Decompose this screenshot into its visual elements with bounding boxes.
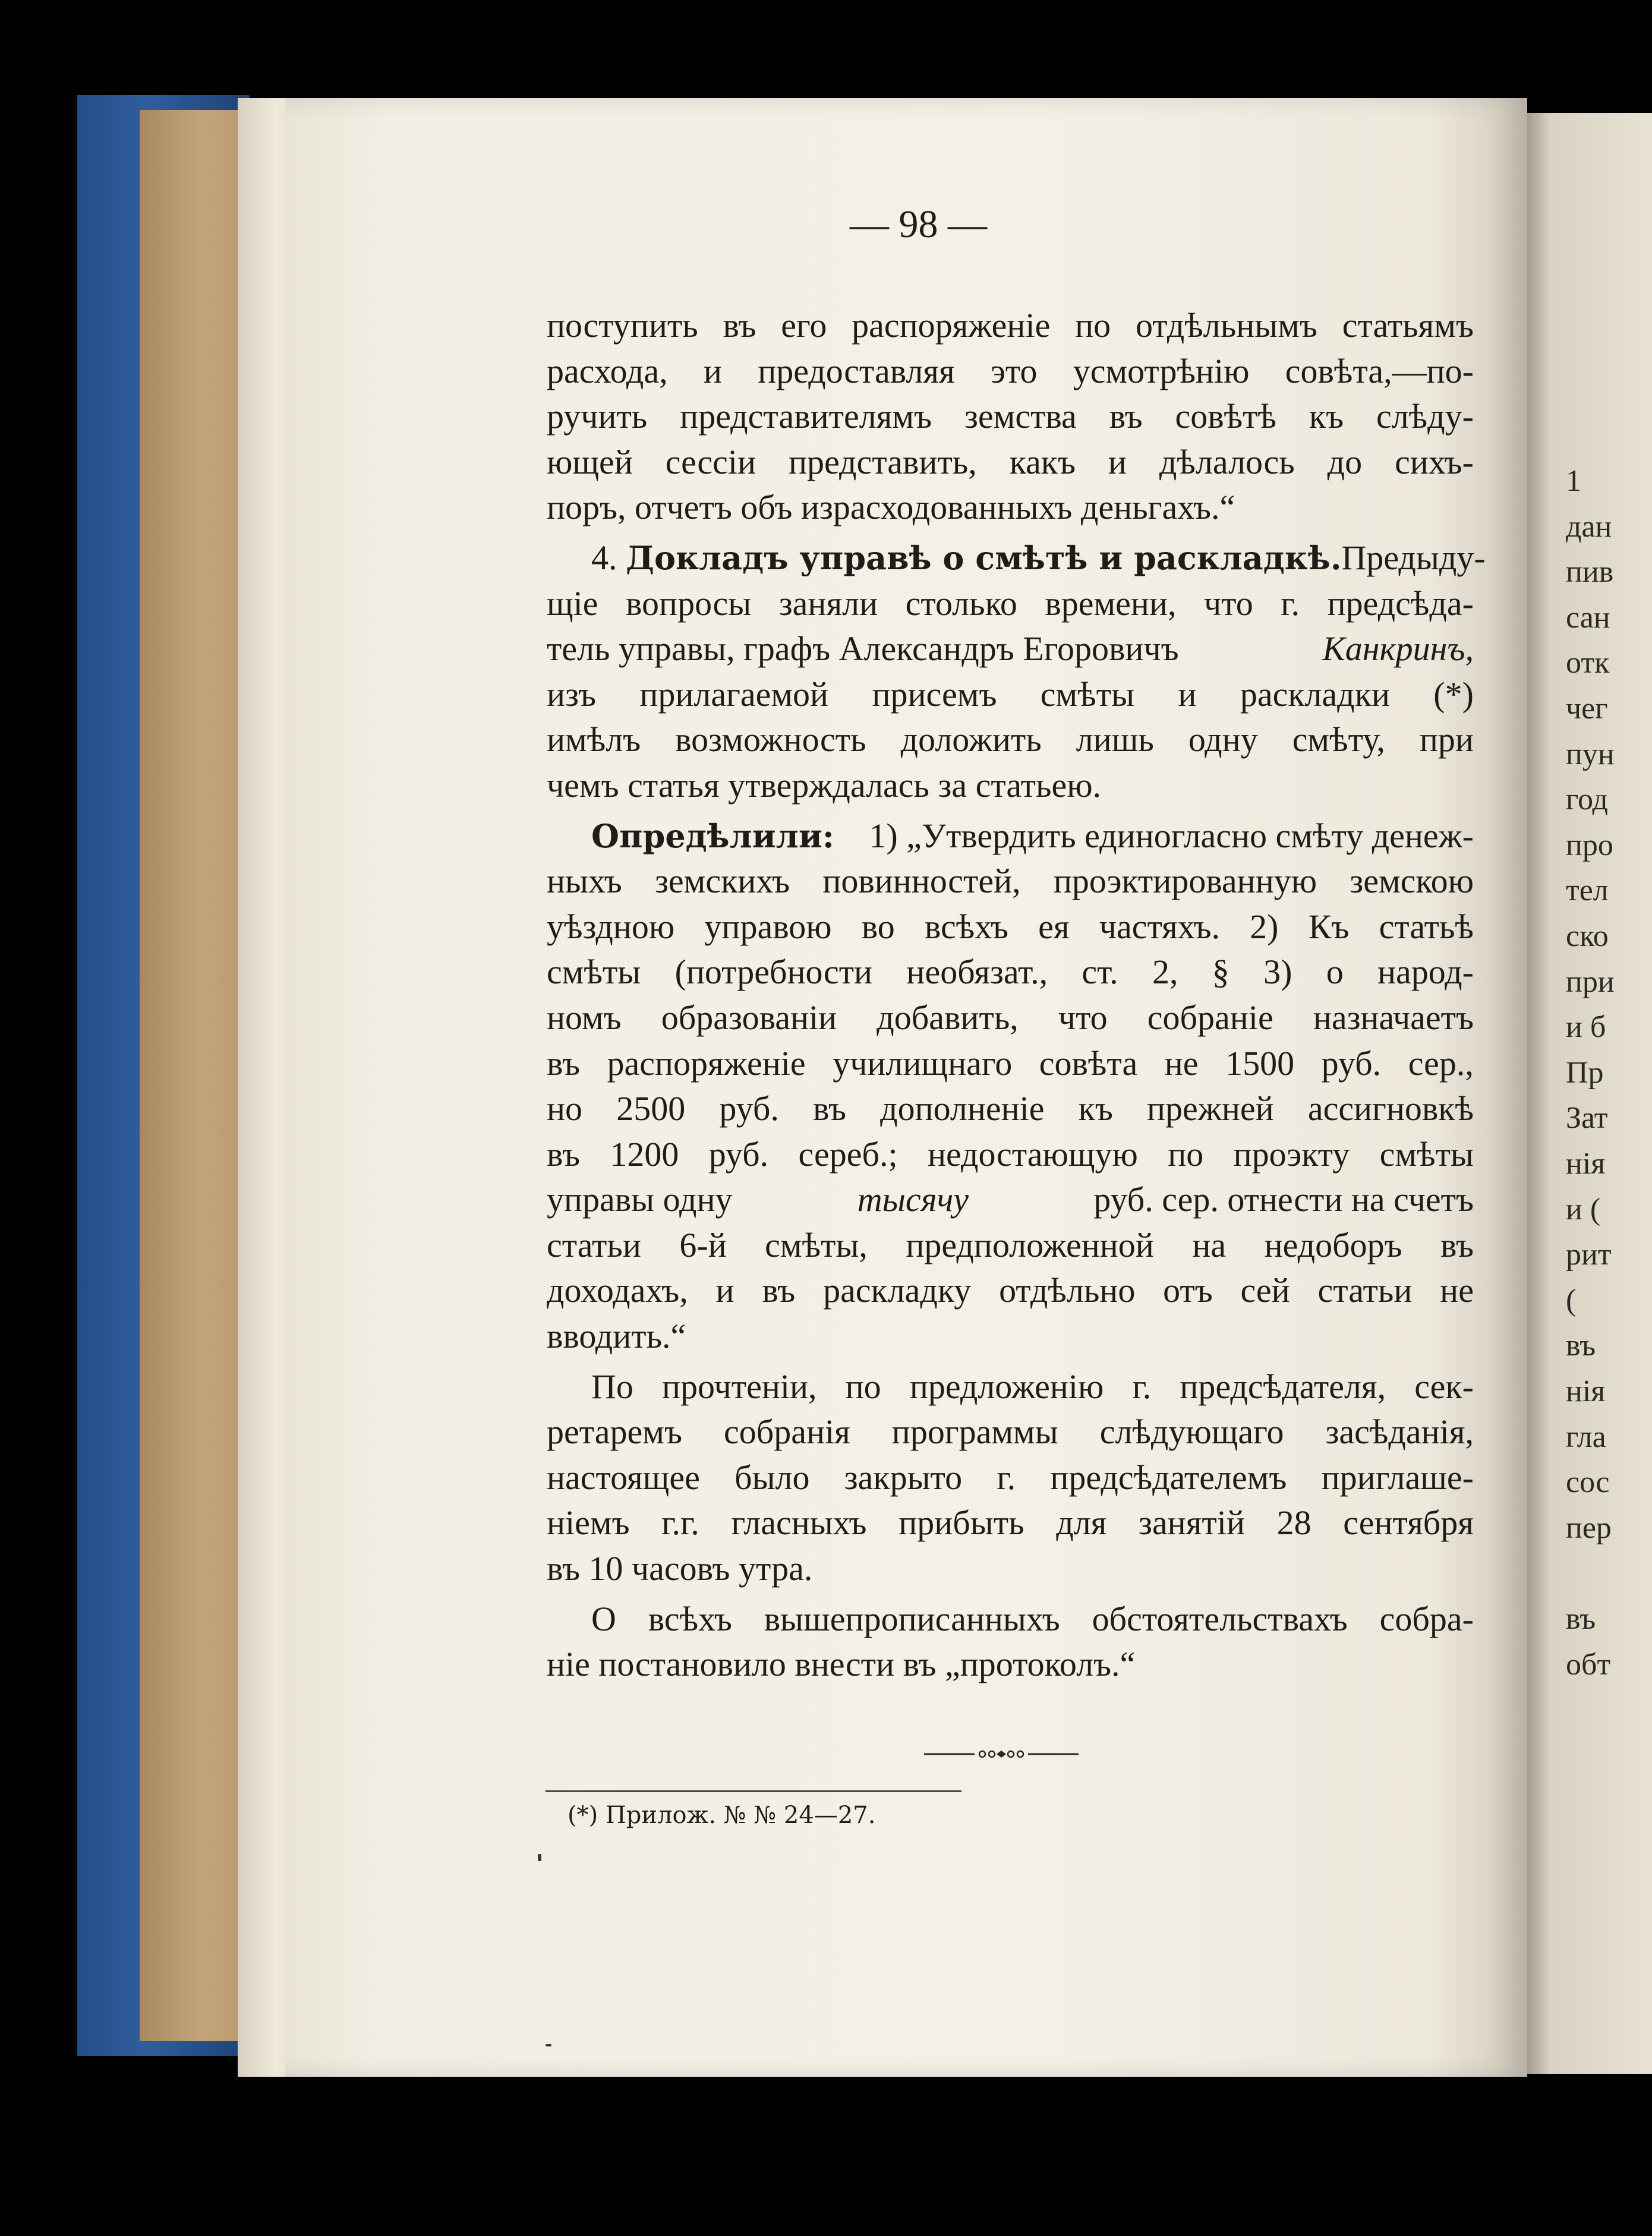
word: (потребности xyxy=(674,953,873,992)
word: ассигновкѣ xyxy=(1307,1089,1474,1128)
word: статьи xyxy=(1317,1271,1413,1310)
word: проэкту xyxy=(1233,1134,1350,1174)
word: занятій xyxy=(1139,1503,1245,1543)
text-fragment: тель управы, графъ Александръ Егоровичъ xyxy=(547,629,1179,668)
word: сентября xyxy=(1343,1503,1474,1543)
word: сек- xyxy=(1414,1367,1474,1406)
next-page-text-fragment: пер xyxy=(1566,1510,1612,1545)
word: и xyxy=(1108,442,1127,481)
word: отдѣльнымъ xyxy=(1135,306,1317,345)
word: заняли xyxy=(778,584,878,623)
next-page-text-fragment: при xyxy=(1566,964,1615,999)
paper-speck xyxy=(546,2044,551,2046)
word: ющей xyxy=(547,442,633,481)
text-line xyxy=(547,859,1474,904)
word: дополненіе xyxy=(880,1089,1045,1128)
word: отдѣльно xyxy=(999,1271,1136,1310)
word: повинностей, xyxy=(822,862,1021,901)
word: образованіи xyxy=(661,998,837,1037)
word: о xyxy=(1326,953,1344,992)
word: при xyxy=(1419,720,1474,759)
word: щіе xyxy=(547,584,598,623)
word: добавить, xyxy=(877,998,1019,1037)
next-page-text-fragment: въ xyxy=(1566,1329,1596,1363)
word: предсѣдателемъ xyxy=(1050,1458,1287,1497)
word: въ xyxy=(547,1134,580,1174)
word: лишь xyxy=(1076,720,1154,759)
word: въ xyxy=(762,1271,796,1310)
word: совѣтѣ xyxy=(1175,397,1276,436)
word: ныхъ xyxy=(547,862,622,901)
word: статьямъ xyxy=(1342,306,1474,345)
next-page-text-fragment: нія xyxy=(1566,1374,1606,1408)
paper-speck xyxy=(538,1854,541,1861)
word: расхода, xyxy=(547,351,668,390)
next-page-text-fragment: пив xyxy=(1566,555,1614,589)
next-page-text-fragment: и ( xyxy=(1566,1192,1601,1226)
word: народ- xyxy=(1377,953,1474,992)
text-line xyxy=(547,1223,1474,1269)
text-line xyxy=(547,303,1474,349)
word: въ xyxy=(723,306,756,345)
word: представителямъ xyxy=(680,397,932,436)
word: распоряженіе xyxy=(852,306,1051,345)
word: г. xyxy=(1281,584,1300,623)
word: предсѣдателя, xyxy=(1180,1367,1386,1406)
word: обстоятельствахъ xyxy=(1092,1599,1348,1638)
next-page-text-fragment: Зат xyxy=(1566,1101,1608,1136)
word: предоставляя xyxy=(758,351,955,390)
text-line: поръ, отчетъ объ израсходованныхъ деньгахъ.“ xyxy=(547,488,1235,527)
text-line xyxy=(547,349,1474,395)
word: По xyxy=(591,1367,633,1406)
word: по xyxy=(1075,306,1111,345)
page-text xyxy=(547,303,1486,1688)
next-page-text-fragment: отк xyxy=(1566,646,1610,680)
text-line xyxy=(547,1409,1474,1455)
text-line xyxy=(547,626,1474,672)
text-line: ніе постановило внести въ „протоколъ.“ xyxy=(547,1645,1136,1684)
word: 6-й xyxy=(679,1225,727,1264)
word: къ xyxy=(1078,1089,1113,1128)
word: руб. xyxy=(719,1089,779,1128)
word: времени, xyxy=(1045,584,1177,623)
word: статьѣ xyxy=(1379,907,1474,946)
next-page-text-fragment: тел xyxy=(1566,873,1609,908)
word: 2, xyxy=(1152,953,1178,992)
text-line xyxy=(547,672,1474,718)
next-page-text-fragment: ( xyxy=(1566,1283,1577,1317)
word: земскою xyxy=(1350,862,1474,901)
text-line xyxy=(547,1041,1474,1087)
word: въ xyxy=(547,1043,580,1083)
next-page-text-fragment: дан xyxy=(1566,509,1612,544)
next-page-text-fragment: и б xyxy=(1566,1010,1606,1045)
page-number: — 98 — xyxy=(850,203,987,246)
word: распоряженіе xyxy=(607,1043,806,1083)
text-line xyxy=(547,1268,1474,1314)
text-line xyxy=(547,440,1474,485)
word: но xyxy=(547,1089,583,1128)
word: приглаше- xyxy=(1321,1458,1474,1497)
word: доходахъ, xyxy=(547,1271,688,1310)
word: проэктированную xyxy=(1053,862,1317,901)
next-page-text-fragment: обт xyxy=(1566,1647,1611,1682)
text-fragment: Предыду- xyxy=(1341,538,1486,577)
word: предложенію xyxy=(909,1367,1104,1406)
resolution-first-line xyxy=(547,813,1474,859)
word: руб. xyxy=(708,1134,769,1174)
word: по xyxy=(1168,1134,1204,1174)
word: О xyxy=(591,1599,616,1638)
text-line xyxy=(547,581,1474,627)
word: это xyxy=(990,351,1038,390)
text-line xyxy=(547,1177,1474,1223)
word: возможность xyxy=(675,720,866,759)
word: училищнаго xyxy=(833,1043,1013,1083)
word: ея xyxy=(1038,907,1070,946)
text-line xyxy=(547,717,1474,763)
next-page-text-fragment: год xyxy=(1566,783,1608,817)
word: не xyxy=(1164,1043,1199,1083)
text-line xyxy=(547,1364,1474,1410)
word: земства xyxy=(964,397,1077,436)
text-line xyxy=(547,394,1474,440)
section-heading-line xyxy=(547,535,1486,581)
word: прилагаемой xyxy=(639,674,829,714)
word: совѣта,—по- xyxy=(1285,351,1474,390)
word: изъ xyxy=(547,674,596,714)
word: вопросы xyxy=(626,584,752,623)
word: что xyxy=(1204,584,1253,623)
section-heading: Докладъ управѣ о смѣтѣ и раскладкѣ. xyxy=(626,538,1342,577)
word: смѣту, xyxy=(1292,720,1385,759)
word: руб. xyxy=(1321,1043,1382,1083)
word: управою xyxy=(704,907,832,946)
word: собранія xyxy=(723,1412,850,1452)
word: смѣты xyxy=(547,953,641,992)
word: раскладки xyxy=(1240,674,1390,714)
next-page-text-fragment: сан xyxy=(1566,600,1610,635)
word: слѣдующаго xyxy=(1099,1412,1284,1452)
text-line: чемъ статья утверждалась за статьею. xyxy=(547,765,1102,805)
text-line xyxy=(547,950,1474,995)
italic-word: тысячу xyxy=(857,1180,969,1219)
word: усмотрѣнію xyxy=(1073,351,1250,390)
next-page-text-fragment: гла xyxy=(1566,1420,1606,1454)
word: ретаремъ xyxy=(547,1412,682,1452)
italic-name: Канкринъ, xyxy=(1322,629,1474,668)
word: 2500 xyxy=(616,1089,686,1128)
word: имѣлъ xyxy=(547,720,641,759)
next-page-text-fragment: сос xyxy=(1566,1465,1610,1500)
word: собраніе xyxy=(1147,998,1273,1037)
word: вышепрописанныхъ xyxy=(764,1599,1060,1638)
word: ручить xyxy=(547,397,648,436)
word: предсѣда- xyxy=(1327,584,1474,623)
word: смѣты xyxy=(1379,1134,1474,1174)
word: недоборъ xyxy=(1264,1225,1402,1264)
word: до xyxy=(1327,442,1363,481)
word: поступить xyxy=(547,306,698,345)
word: его xyxy=(781,306,827,345)
word: 3) xyxy=(1263,953,1292,992)
word: (*) xyxy=(1433,674,1474,714)
word: столько xyxy=(905,584,1017,623)
word: сихъ- xyxy=(1395,442,1474,481)
text-fragment: управы одну xyxy=(547,1180,733,1219)
text-line: въ 10 часовъ утра. xyxy=(547,1549,813,1588)
word: сессіи xyxy=(665,442,756,481)
word: § xyxy=(1212,953,1229,992)
footnote: (*) Прилож. № № 24—27. xyxy=(568,1802,876,1829)
word: раскладку xyxy=(823,1271,972,1310)
word: одну xyxy=(1188,720,1258,759)
word: не xyxy=(1440,1271,1474,1310)
word: во xyxy=(861,907,895,946)
next-page-text-fragment: Пр xyxy=(1566,1055,1604,1090)
next-page-text-fragment: 1 xyxy=(1566,464,1581,498)
word: гласныхъ xyxy=(731,1503,867,1543)
word: ніемъ xyxy=(547,1503,630,1543)
text-line xyxy=(547,995,1474,1041)
next-page-text-fragment: пун xyxy=(1566,737,1615,771)
word: частяхъ. xyxy=(1099,907,1220,946)
section-number: 4. xyxy=(591,538,617,577)
next-page-text-fragment: чег xyxy=(1566,692,1608,726)
word: г.г. xyxy=(661,1503,699,1543)
word: всѣхъ xyxy=(648,1599,732,1638)
next-page-text-fragment: про xyxy=(1566,828,1613,862)
word: прибыть xyxy=(898,1503,1024,1543)
footnote-rule xyxy=(546,1790,961,1792)
text-line xyxy=(547,904,1474,950)
word: 28 xyxy=(1276,1503,1311,1543)
word: смѣты, xyxy=(765,1225,868,1264)
word: сер., xyxy=(1408,1043,1474,1083)
next-page-text-fragment: ско xyxy=(1566,919,1609,953)
word: и xyxy=(703,351,722,390)
word: настоящее xyxy=(547,1458,700,1497)
text-line: вводить.“ xyxy=(547,1317,686,1356)
next-page-text-fragment: въ xyxy=(1566,1602,1596,1636)
text-line xyxy=(547,1597,1474,1642)
word: программы xyxy=(891,1412,1058,1452)
text-line xyxy=(547,1132,1474,1178)
word: въ xyxy=(1109,397,1143,436)
word: совѣта xyxy=(1039,1043,1138,1083)
word: и xyxy=(715,1271,734,1310)
word: въ xyxy=(813,1089,846,1128)
word: отъ xyxy=(1163,1271,1213,1310)
word: въ xyxy=(1440,1225,1474,1264)
word: что xyxy=(1058,998,1108,1037)
ornament-divider-icon xyxy=(924,1748,1079,1760)
text-fragment: 1) „Утвердить единогласно смѣту денеж- xyxy=(869,816,1474,855)
word: по xyxy=(845,1367,881,1406)
word: необязат., xyxy=(906,953,1048,992)
word: 2) xyxy=(1250,907,1279,946)
word: доложить xyxy=(900,720,1042,759)
word: прочтеніи, xyxy=(662,1367,817,1406)
word: для xyxy=(1056,1503,1107,1543)
word: уѣздною xyxy=(547,907,675,946)
word: земскихъ xyxy=(655,862,790,901)
word: предположенной xyxy=(906,1225,1154,1264)
word: недостающую xyxy=(927,1134,1138,1174)
word: сей xyxy=(1240,1271,1290,1310)
word: Къ xyxy=(1308,907,1350,946)
next-page-text-fragment: нія xyxy=(1566,1147,1606,1181)
word: номъ xyxy=(547,998,622,1037)
word: было xyxy=(734,1458,810,1497)
text-line xyxy=(547,1086,1474,1132)
word: дѣлалось xyxy=(1159,442,1295,481)
text-line xyxy=(547,1455,1474,1501)
next-page-fragment xyxy=(1524,113,1652,2074)
word: какъ xyxy=(1009,442,1076,481)
word: засѣданія, xyxy=(1325,1412,1474,1452)
word: 1500 xyxy=(1225,1043,1295,1083)
word: смѣты xyxy=(1040,674,1135,714)
word: и xyxy=(1178,674,1197,714)
text-fragment: руб. сер. отнести на счетъ xyxy=(1093,1180,1474,1219)
word: присемъ xyxy=(872,674,997,714)
word: 1200 xyxy=(610,1134,679,1174)
word: закрыто xyxy=(844,1458,963,1497)
word: всѣхъ xyxy=(924,907,1008,946)
word: сереб.; xyxy=(798,1134,898,1174)
next-page-text-fragment: рит xyxy=(1566,1238,1612,1272)
word: прежней xyxy=(1146,1089,1274,1128)
word: представить, xyxy=(788,442,977,481)
text-line xyxy=(547,1500,1474,1546)
word: слѣду- xyxy=(1376,397,1474,436)
word: ст. xyxy=(1082,953,1118,992)
word: собра- xyxy=(1379,1599,1474,1638)
resolution-label: Опредѣлили: xyxy=(591,816,834,855)
word: г. xyxy=(997,1458,1016,1497)
word: г. xyxy=(1132,1367,1152,1406)
word: на xyxy=(1192,1225,1227,1264)
word: къ xyxy=(1309,397,1344,436)
word: назначаетъ xyxy=(1313,998,1474,1037)
word: статьи xyxy=(547,1225,641,1264)
